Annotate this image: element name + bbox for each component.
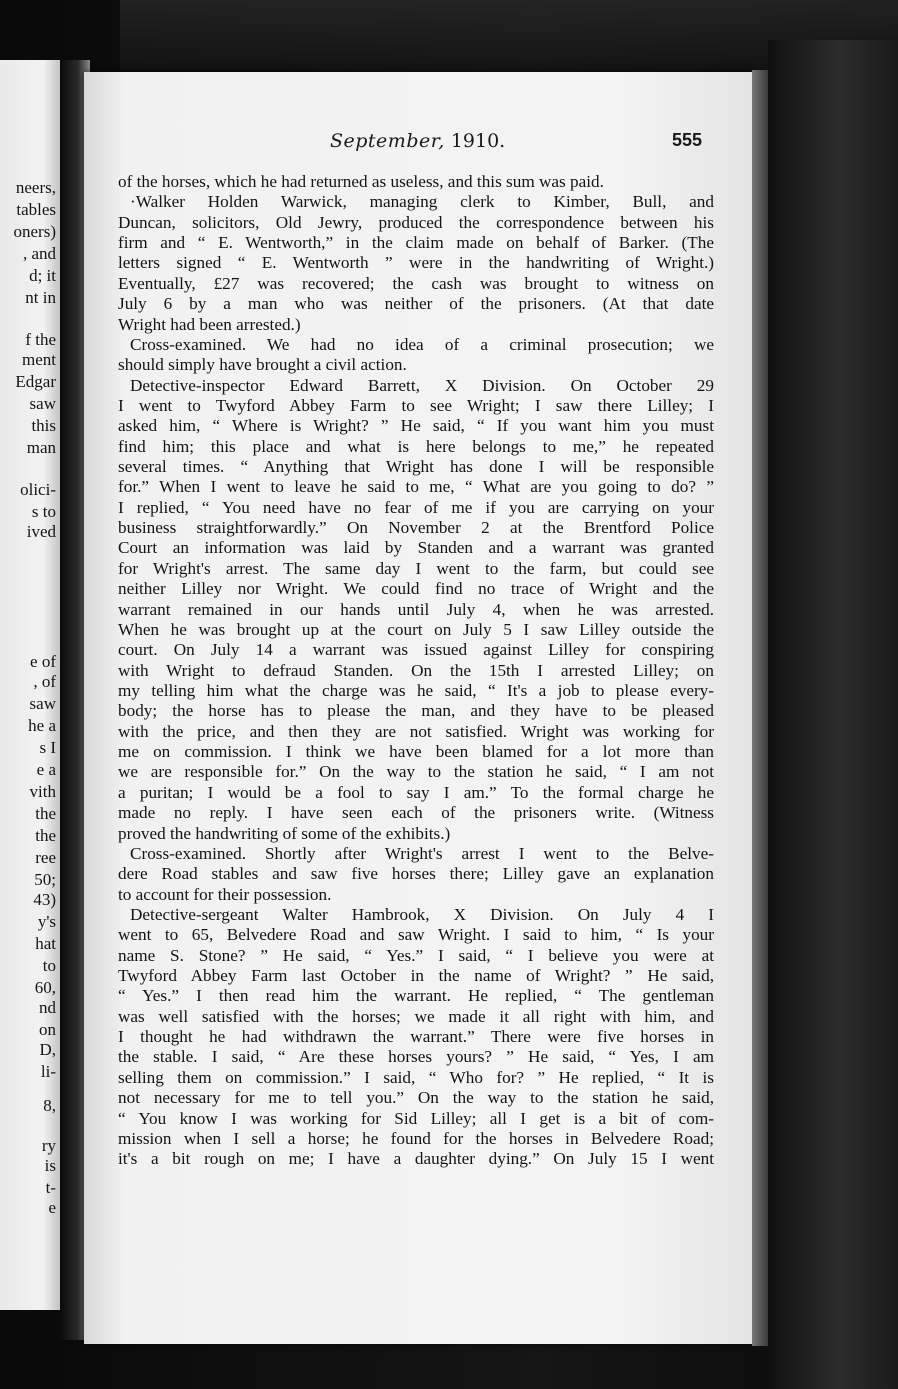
left-page-text: Edgar	[15, 372, 56, 391]
text-line: not necessary for me to tell you.” On the way to the station he said,	[118, 1088, 714, 1108]
left-page-text: nt in	[25, 288, 56, 307]
text-line: a puritan; I would be a fool to say I am.” To the formal charge he	[118, 782, 714, 802]
text-line: for Wright's arrest. The same day I went to the farm, but could see	[118, 558, 714, 578]
left-page-text: , of	[33, 672, 56, 691]
text-line: made no reply. I have seen each of the prisoners write. (Witness	[118, 803, 714, 823]
left-page-text: d; it	[29, 266, 56, 285]
text-line: with the price, and then they are not satisfied. Wright was working for	[118, 721, 714, 741]
text-line: with Wright to defraud Standen. On the 15th I arrested Lilley; on	[118, 660, 714, 680]
running-head	[330, 130, 505, 152]
left-page-text: f the	[25, 330, 56, 349]
left-page-text: this	[31, 416, 56, 435]
left-page-text: olici-	[20, 480, 56, 499]
text-line: I thought he had withdrawn the warrant.” There were five horses in	[118, 1027, 714, 1047]
left-page-text: 43)	[33, 890, 56, 909]
left-page-text: 50;	[34, 870, 56, 889]
text-line: find him; this place and what is here belongs to me,” he repeated	[118, 436, 714, 456]
text-line: to account for their possession.	[118, 884, 332, 904]
text-line: warrant remained in our hands until July 4, when he was arrested.	[118, 599, 714, 619]
text-line: my telling him what the charge was he said, “ It's a job to please every-	[118, 681, 714, 700]
left-page-text: li-	[40, 1062, 56, 1081]
text-line: went to 65, Belvedere Road and saw Wright. I said to him, “ Is your	[118, 925, 714, 945]
left-page-text: he a	[28, 716, 56, 735]
left-page-text: y's	[37, 912, 56, 931]
left-page-text: saw	[29, 694, 56, 713]
left-page-text: neers,	[15, 178, 56, 197]
text-line: we are responsible for.” On the way to the station he said, “ I am not	[118, 762, 714, 782]
left-page-text: tables	[16, 200, 56, 219]
text-line: business straightforwardly.” On November 2 at the Brentford Police	[118, 518, 714, 538]
text-line: July 6 by a man who was neither of the prisoners. (At that date	[118, 294, 714, 314]
left-page-text: is	[44, 1156, 56, 1175]
left-page-text: ived	[26, 522, 56, 541]
text-line: ·Walker Holden Warwick, managing clerk to Kimber, Bull, and	[130, 192, 714, 212]
text-line: several times. “ Anything that Wright has done I will be responsible	[118, 457, 714, 477]
left-page-text: ree	[35, 848, 56, 867]
text-line: Court an information was laid by Standen and a warrant was granted	[118, 538, 714, 558]
text-line: When he was brought up at the court on July 5 I saw Lilley outside the	[118, 619, 714, 639]
text-line: me on commission. I think we have been blamed for a lot more than	[118, 742, 714, 762]
left-page-text: to	[42, 956, 56, 975]
left-page-fragment	[0, 60, 62, 1310]
left-page-text: , and	[22, 244, 56, 263]
text-line: “ You know I was working for Sid Lilley; all I get is a bit of com-	[118, 1108, 714, 1128]
text-line: firm and “ E. Wentworth,” in the claim made on behalf of Barker. (The	[118, 233, 714, 253]
text-line: Cross-examined. We had no idea of a criminal prosecution; we	[130, 334, 714, 354]
left-page-text: t-	[45, 1178, 56, 1197]
text-line: I went to Twyford Abbey Farm to see Wright; I saw there Lilley; I	[118, 395, 714, 415]
text-line: mission when I sell a horse; he found for the horses in Belvedere Road;	[118, 1128, 714, 1148]
left-page-text: the	[35, 804, 56, 823]
left-page-text: saw	[29, 394, 56, 413]
text-line: neither Lilley nor Wright. We could find no trace of Wright and the	[118, 579, 714, 599]
text-line: Detective-sergeant Walter Hambrook, X Division. On July 4 I	[130, 904, 714, 924]
left-page-text: the	[35, 826, 56, 845]
text-line: asked him, “ Where is Wright? ” He said, “ If you want him you must	[118, 416, 714, 436]
text-line: Cross-examined. Shortly after Wright's arrest I went to the Belve-	[130, 843, 714, 863]
left-page-text: e	[48, 1198, 56, 1217]
left-page-text: man	[26, 438, 56, 457]
left-page-text: on	[39, 1020, 56, 1039]
running-head-year: 1910.	[450, 130, 506, 152]
left-page-text: hat	[35, 934, 56, 953]
text-line: Detective-inspector Edward Barrett, X Division. On October 29	[130, 375, 714, 395]
running-head-month: September,	[330, 130, 445, 152]
page-edge	[752, 70, 768, 1346]
text-line: Duncan, solicitors, Old Jewry, produced the correspondence between his	[118, 212, 714, 232]
text-line: it's a bit rough on me; I have a daughter dying.” On July 15 I went	[118, 1149, 714, 1169]
text-line: the stable. I said, “ Are these horses yours? ” He said, “ Yes, I am	[118, 1047, 714, 1067]
left-page-text: 8,	[43, 1096, 56, 1115]
left-page-text: s I	[39, 738, 56, 757]
left-page-text: 60,	[34, 978, 56, 997]
text-line: Wright had been arrested.)	[118, 314, 301, 334]
text-line: letters signed “ E. Wentworth ” were in the handwriting of Wright.)	[118, 253, 714, 273]
left-page-text: e a	[36, 760, 56, 779]
text-line: for.” When I went to leave he said to me, “ What are you going to do? ”	[118, 477, 714, 497]
book-edge-shadow	[768, 40, 898, 1389]
left-page-text: ry	[41, 1136, 56, 1155]
text-line: Eventually, £27 was recovered; the cash was brought to witness on	[118, 273, 714, 293]
text-line: should simply have brought a civil action.	[118, 355, 407, 375]
text-line: of the horses, which he had returned as useless, and this sum was paid.	[118, 172, 604, 191]
text-line: court. On July 14 a warrant was issued against Lilley for conspiring	[118, 640, 714, 660]
text-line: proved the handwriting of some of the exhibits.)	[118, 823, 451, 843]
page-number: 555	[672, 130, 703, 150]
text-line: Twyford Abbey Farm last October in the name of Wright? ” He said,	[118, 966, 714, 986]
text-line: body; the horse has to please the man, and they have to be pleased	[118, 701, 714, 721]
left-page-text: e of	[30, 652, 56, 671]
text-line: name S. Stone? ” He said, “ Yes.” I said, “ I believe you were at	[118, 945, 714, 965]
left-page-text: nd	[39, 998, 56, 1017]
text-line: “ Yes.” I then read him the warrant. He replied, “ The gentleman	[118, 986, 714, 1006]
left-page-text: ment	[22, 350, 56, 369]
left-page-text: oners)	[13, 222, 56, 241]
text-line: was well satisfied with the horses; we made it all right with him, and	[118, 1006, 714, 1026]
left-page-text: vith	[29, 782, 56, 801]
left-page-text: D,	[39, 1040, 56, 1059]
text-line: dere Road stables and saw five horses there; Lilley gave an explanation	[118, 864, 714, 884]
text-line: selling them on commission.” I said, “ Who for? ” He replied, “ It is	[118, 1067, 714, 1087]
left-page-text: s to	[31, 502, 56, 521]
text-line: I replied, “ You need have no fear of me if you are carrying on your	[118, 497, 714, 517]
